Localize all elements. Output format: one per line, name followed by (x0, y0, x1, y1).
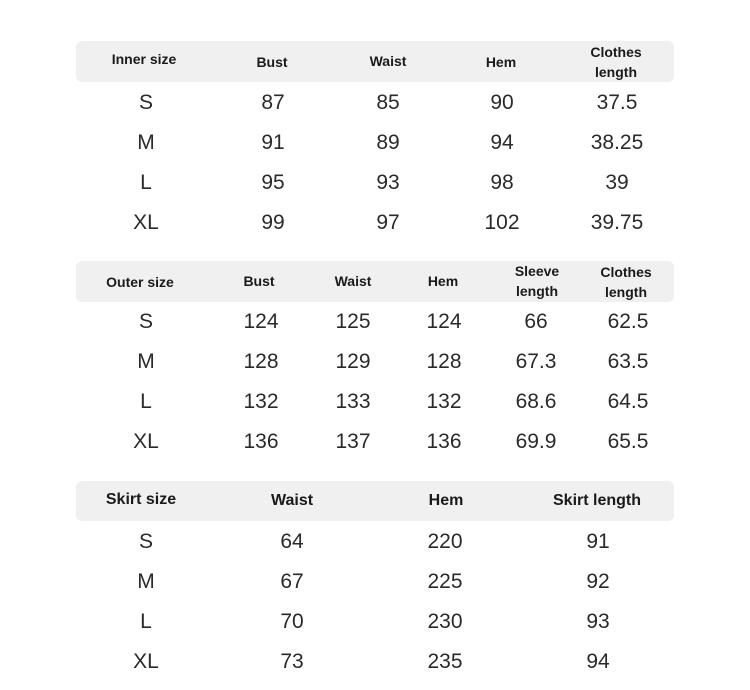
skirt-length-cell: 92 (586, 570, 610, 593)
size-cell: M (137, 131, 155, 154)
size-cell: S (138, 91, 154, 114)
hem-cell: 124 (426, 310, 462, 333)
hem-cell: 230 (427, 610, 463, 633)
header-inner-size: Inner size (111, 51, 177, 67)
bust-cell: 124 (243, 310, 279, 333)
bust-cell: 95 (261, 171, 285, 194)
skirt-length-cell: 93 (586, 610, 610, 633)
waist-cell: 89 (376, 131, 400, 154)
header-skirt-size: Skirt size (105, 491, 177, 508)
bust-cell: 132 (243, 390, 279, 413)
bust-cell: 87 (261, 91, 285, 114)
clothes-length-cell: 39 (605, 171, 629, 194)
hem-cell: 102 (484, 211, 520, 234)
sleeve-length-cell: 68.6 (515, 390, 557, 413)
waist-cell: 85 (376, 91, 400, 114)
waist-cell: 67 (280, 570, 304, 593)
waist-cell: 64 (280, 530, 304, 553)
waist-cell: 93 (376, 171, 400, 194)
waist-cell: 129 (335, 350, 371, 373)
header-bust: Bust (243, 273, 275, 289)
bust-cell: 91 (261, 131, 285, 154)
size-cell: M (137, 350, 155, 373)
sleeve-length-cell: 66 (524, 310, 548, 333)
header-clothes-length: Clothes length (600, 264, 652, 300)
header-waist: Waist (270, 492, 314, 509)
waist-cell: 137 (335, 430, 371, 453)
bust-cell: 99 (261, 211, 285, 234)
hem-cell: 94 (490, 131, 514, 154)
header-hem: Hem (428, 492, 464, 509)
sleeve-length-cell: 69.9 (515, 430, 557, 453)
skirt-length-cell: 91 (586, 530, 610, 553)
clothes-length-cell: 63.5 (607, 350, 649, 373)
inner-size-header (76, 41, 674, 82)
skirt-length-cell: 94 (586, 650, 610, 673)
size-cell: L (140, 610, 152, 633)
header-bust: Bust (256, 54, 288, 70)
size-cell: S (138, 310, 154, 333)
hem-cell: 235 (427, 650, 463, 673)
waist-cell: 133 (335, 390, 371, 413)
header-sleeve-length: Sleeve length (514, 263, 560, 299)
hem-cell: 132 (426, 390, 462, 413)
header-hem: Hem (485, 54, 517, 70)
hem-cell: 220 (427, 530, 463, 553)
hem-cell: 128 (426, 350, 462, 373)
clothes-length-cell: 65.5 (607, 430, 649, 453)
size-cell: XL (133, 430, 159, 453)
size-cell: XL (133, 650, 159, 673)
bust-cell: 136 (243, 430, 279, 453)
hem-cell: 136 (426, 430, 462, 453)
header-outer-size: Outer size (106, 274, 174, 290)
header-waist: Waist (334, 273, 372, 289)
waist-cell: 70 (280, 610, 304, 633)
hem-cell: 90 (490, 91, 514, 114)
waist-cell: 73 (280, 650, 304, 673)
bust-cell: 128 (243, 350, 279, 373)
waist-cell: 125 (335, 310, 371, 333)
size-cell: XL (133, 211, 159, 234)
clothes-length-cell: 62.5 (607, 310, 649, 333)
size-cell: L (140, 171, 152, 194)
sleeve-length-cell: 67.3 (515, 350, 557, 373)
size-cell: L (140, 390, 152, 413)
hem-cell: 98 (490, 171, 514, 194)
outer-size-header (76, 261, 674, 302)
header-hem: Hem (427, 273, 459, 289)
clothes-length-cell: 64.5 (607, 390, 649, 413)
waist-cell: 97 (376, 211, 400, 234)
size-cell: S (138, 530, 154, 553)
size-cell: M (137, 570, 155, 593)
clothes-length-cell: 37.5 (596, 91, 638, 114)
clothes-length-cell: 38.25 (590, 131, 644, 154)
clothes-length-cell: 39.75 (590, 211, 644, 234)
header-skirt-length: Skirt length (552, 492, 642, 509)
skirt-size-header (76, 481, 674, 521)
header-waist: Waist (369, 53, 407, 69)
header-clothes-length: Clothes length (590, 44, 642, 80)
hem-cell: 225 (427, 570, 463, 593)
